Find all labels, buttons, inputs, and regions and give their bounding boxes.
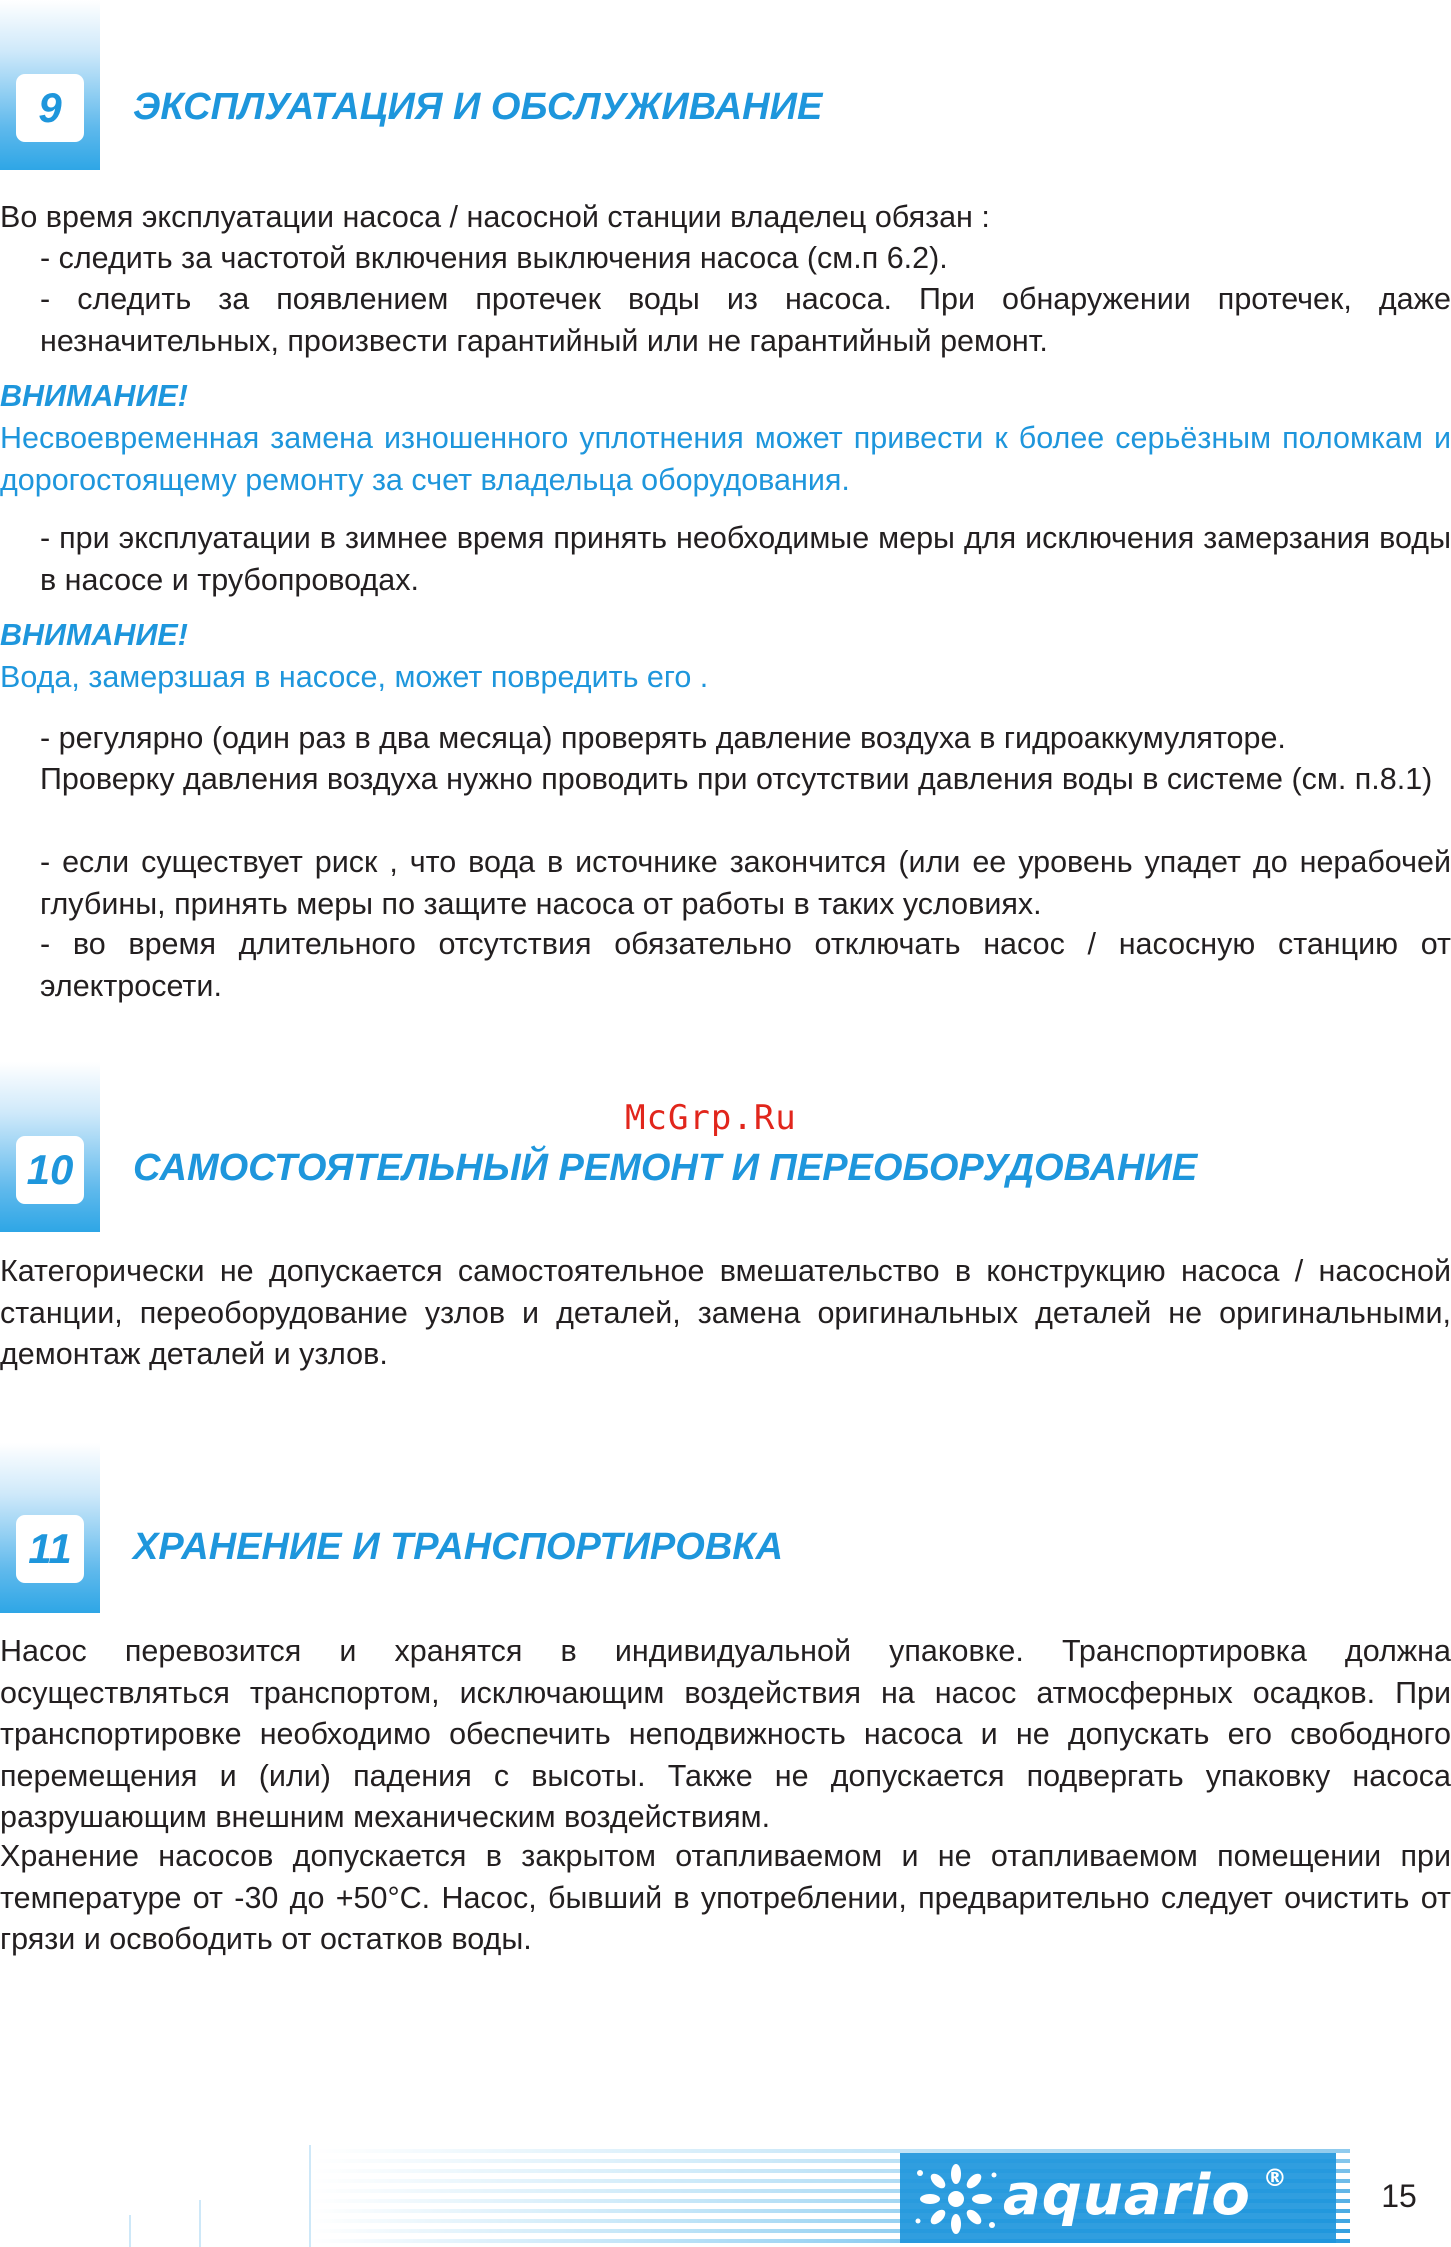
page-number: 15 <box>1360 2163 1438 2229</box>
list-item: - если существует риск , что вода в источнике закончится (или ее уровень упадет до нерабочей глубины, принять меры по защите насоса от работы в таких условиях. <box>40 845 1451 921</box>
page-footer <box>0 2145 1451 2247</box>
section-number: 9 <box>16 74 84 142</box>
section-9-intro: Во время эксплуатации насоса / насосной станции владелец обязан : <box>0 200 990 234</box>
section-11-paragraph: Хранение насосов допускается в закрытом отапливаемом и не отапливаемом помещении при температуре от -30 до +50°C. Насос, бывший в употреблении, предварительно следует очистить от грязи и освободить от остатков воды. <box>0 1839 1451 1956</box>
section-number: 10 <box>16 1136 84 1204</box>
section-11-paragraph: Насос перевозится и хранятся в индивидуальной упаковке. Транспортировка должна осуществляться транспортом, исключающим воздействия на насос атмосферных осадков. При транспортировке необходимо обеспечить неподвижность насоса и не допускать его свободного перемещения и (или) падения с высоты. Также не допускается подвергать упаковку насоса разрушающим внешним механическим воздействиям. <box>0 1634 1451 1834</box>
list-item: - во время длительного отсутствия обязательно отключать насос / насосную станцию от электросети. <box>40 927 1451 1003</box>
section-title: ХРАНЕНИЕ И ТРАНСПОРТИРОВКА <box>133 1526 784 1568</box>
warning-heading: ВНИМАНИЕ! <box>0 618 188 652</box>
flower-logo-icon <box>912 2159 1000 2239</box>
section-title: САМОСТОЯТЕЛЬНЫЙ РЕМОНТ И ПЕРЕОБОРУДОВАНИЕ <box>133 1147 1198 1189</box>
list-item: - регулярно (один раз в два месяца) проверять давление воздуха в гидроаккумуляторе. <box>40 721 1286 755</box>
warning-text: Несвоевременная замена изношенного уплотнения может привести к более серьёзным поломкам и дорогостоящему ремонту за счет владельца оборудования. <box>0 421 1451 497</box>
watermark-text: McGrp.Ru <box>625 1098 797 1138</box>
list-item: Проверку давления воздуха нужно проводить при отсутствии давления воды в системе (см. п.8.1) <box>40 762 1433 796</box>
list-item: - следить за появлением протечек воды из насоса. При обнаружении протечек, даже незначительных, произвести гарантийный или не гарантийный ремонт. <box>40 282 1451 358</box>
registered-mark: ® <box>1262 2164 1287 2192</box>
list-item: - при эксплуатации в зимнее время принять необходимые меры для исключения замерзания воды в насосе и трубопроводах. <box>40 521 1451 597</box>
brand-name: aquario <box>1003 2163 1251 2228</box>
section-title: ЭКСПЛУАТАЦИЯ И ОБСЛУЖИВАНИЕ <box>133 86 823 128</box>
section-number: 11 <box>16 1515 84 1583</box>
warning-heading: ВНИМАНИЕ! <box>0 379 188 413</box>
section-10-text: Категорически не допускается самостоятельное вмешательство в конструкцию насоса / насосной станции, переоборудование узлов и деталей, замена оригинальных деталей не оригинальными, демонтаж деталей и узлов. <box>0 1254 1451 1371</box>
brand-logo <box>1003 2161 1287 2231</box>
list-item: - следить за частотой включения выключения насоса (см.п 6.2). <box>40 241 948 275</box>
warning-text: Вода, замерзшая в насосе, может повредить его . <box>0 660 709 694</box>
